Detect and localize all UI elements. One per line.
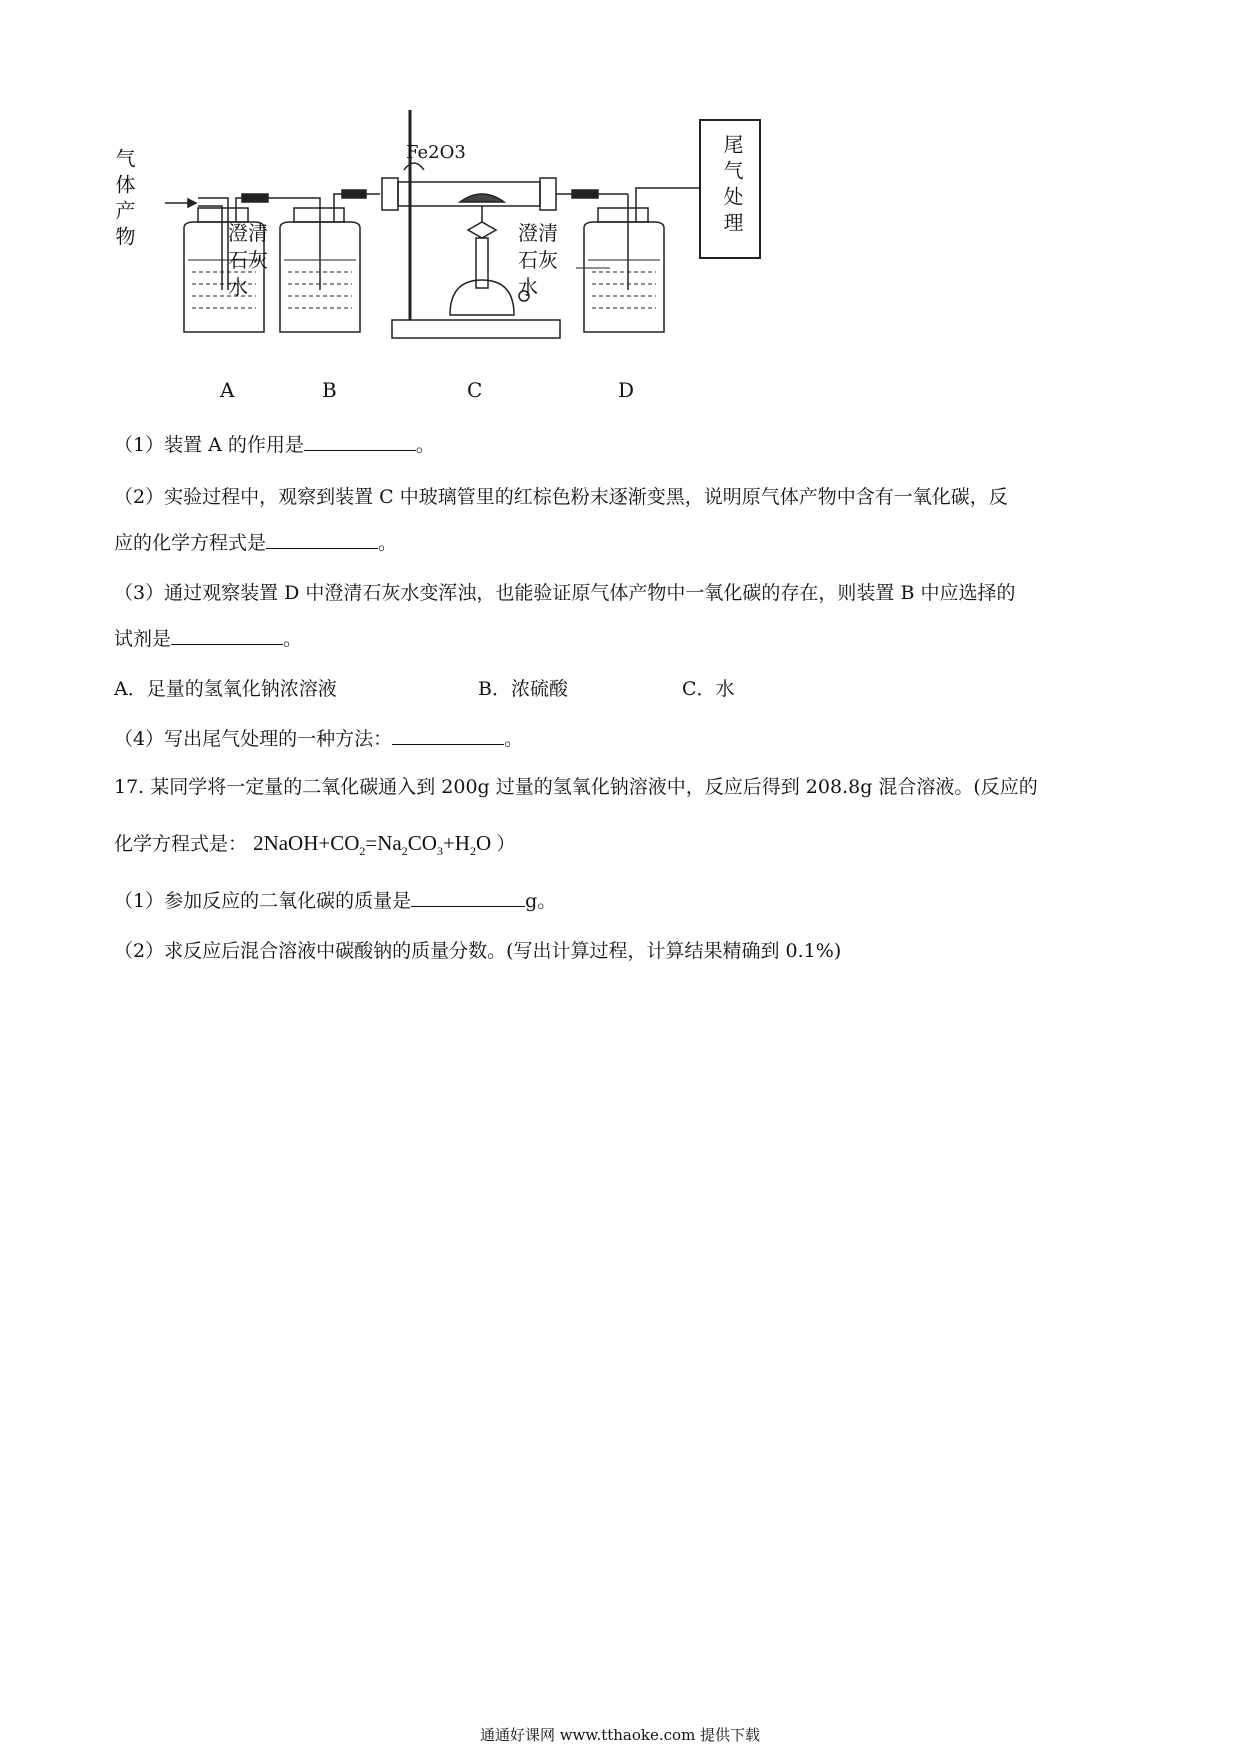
q16-part3-line2: 试剂是 。 — [114, 628, 303, 650]
q17-stem-line2: 化学方程式是： $2NaOH+CO_2=Na_2CO_3+H_2O$ ） — [114, 831, 516, 859]
gas-product-label: 气体产物 — [112, 148, 136, 252]
q16-part3-line1: （3）通过观察装置 D 中澄清石灰水变浑浊，也能验证原气体产物中一氧化碳的存在，则装置 B 中应选择的 — [114, 582, 1016, 604]
option-c: C．水 — [682, 678, 735, 700]
chemical-equation: $2NaOH+CO_2=Na_2CO_3+H_2O$ — [253, 831, 492, 859]
label-a: A — [220, 378, 235, 402]
q16-part2-line2: 应的化学方程式是 。 — [114, 532, 398, 554]
q17-stem-line1: 17. 某同学将一定量的二氧化碳通入到 200g 过量的氢氧化钠溶液中，反应后得到 208.8g 混合溶液。(反应的 — [114, 776, 1038, 798]
label-b: B — [322, 378, 337, 402]
q17-part1: （1）参加反应的二氧化碳的质量是 g。 — [114, 890, 557, 912]
apparatus-diagram — [110, 110, 770, 410]
option-b: B．浓硫酸 — [478, 678, 568, 700]
q16-part4: （4）写出尾气处理的一种方法： 。 — [114, 728, 524, 750]
limewater-label-d: 澄清石灰水 — [518, 221, 558, 299]
label-c: C — [467, 378, 483, 402]
fe2o3-label: Fe2O3 — [406, 142, 466, 163]
label-d: D — [618, 378, 635, 402]
tail-gas-box-label: 尾气处理 — [720, 134, 744, 238]
page-footer: 通通好课网 www.tthaoke.com 提供下载 — [479, 1726, 761, 1744]
q16-part1: （1）装置 A 的作用是 。 — [114, 434, 435, 456]
q16-part2-line1: （2）实验过程中，观察到装置 C 中玻璃管里的红棕色粉末逐渐变黑，说明原气体产物中含有一氧化碳，反 — [114, 486, 1008, 508]
q17-part2: （2）求反应后混合溶液中碳酸钠的质量分数。(写出计算过程，计算结果精确到 0.1%) — [114, 940, 842, 962]
limewater-label-b: 澄清石灰水 — [228, 221, 268, 299]
option-a: A．足量的氢氧化钠浓溶液 — [114, 678, 337, 700]
